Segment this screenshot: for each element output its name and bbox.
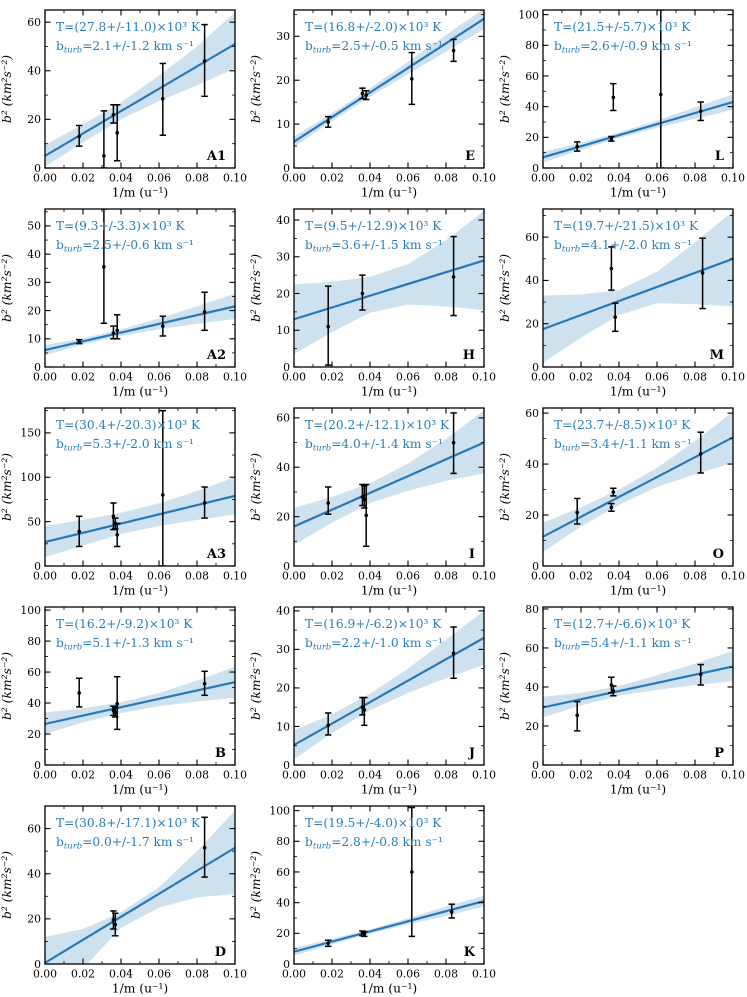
- x-axis-label: 1/m (u⁻¹): [360, 384, 418, 399]
- x-tick-label: 0.06: [146, 967, 172, 981]
- panel-K: [249, 798, 498, 997]
- x-tick-label: 0.02: [70, 569, 96, 583]
- y-tick-label: 20: [27, 113, 41, 127]
- panel-letter: I: [468, 547, 475, 562]
- x-tick-label: 0.02: [319, 171, 345, 185]
- y-tick-label: 0: [532, 161, 539, 175]
- y-tick-label: 60: [525, 641, 539, 655]
- y-tick-label: 40: [27, 64, 41, 78]
- x-tick-label: 0.06: [644, 171, 670, 185]
- x-tick-label: 0.06: [146, 768, 172, 782]
- confidence-band: [45, 667, 235, 734]
- y-tick-label: 40: [525, 680, 539, 694]
- temperature-annotation: T=(9.3+/-3.3)×10³ K: [56, 219, 185, 233]
- panel-letter: O: [712, 547, 724, 562]
- x-tick-label: 0.08: [682, 370, 708, 384]
- temperature-annotation: T=(16.9+/-6.2)×10³ K: [305, 617, 442, 631]
- temperature-annotation: T=(12.7+/-6.6)×10³ K: [554, 617, 691, 631]
- fit-line: [45, 682, 235, 724]
- fit-line: [294, 901, 484, 952]
- x-tick-label: 0.04: [357, 569, 383, 583]
- y-tick-label: 30: [276, 30, 290, 44]
- x-tick-label: 0.02: [70, 370, 96, 384]
- x-tick-label: 0.10: [471, 967, 497, 981]
- x-tick-label: 0.04: [357, 967, 383, 981]
- x-tick-label: 0.10: [720, 171, 746, 185]
- x-tick-label: 0.00: [32, 569, 58, 583]
- x-tick-label: 0.02: [319, 967, 345, 981]
- y-tick-label: 0: [283, 360, 290, 374]
- x-tick-label: 0.08: [184, 967, 210, 981]
- y-tick-label: 60: [525, 230, 539, 244]
- temperature-annotation: T=(27.8+/-11.0)×10³ K: [56, 20, 201, 34]
- y-tick-label: 10: [276, 324, 290, 338]
- y-tick-label: 40: [27, 247, 41, 261]
- x-tick-label: 0.02: [70, 171, 96, 185]
- temperature-annotation: T=(19.5+/-4.0)×10³ K: [305, 816, 442, 830]
- confidence-band: [294, 611, 484, 759]
- x-tick-label: 0.02: [70, 967, 96, 981]
- y-tick-label: 80: [27, 634, 41, 648]
- x-tick-label: 0.04: [357, 768, 383, 782]
- x-tick-label: 0.04: [606, 569, 632, 583]
- x-tick-label: 0.06: [395, 768, 421, 782]
- bturb-annotation: $b_{turb}=5.4+/-1.1$ km s⁻¹: [554, 636, 692, 653]
- x-tick-label: 0.10: [471, 370, 497, 384]
- y-tick-label: 40: [276, 461, 290, 475]
- x-tick-label: 0.10: [222, 370, 248, 384]
- bturb-annotation: $b_{turb}=3.4+/-1.1$ km s⁻¹: [554, 437, 692, 454]
- x-axis-label: 1/m (u⁻¹): [360, 782, 418, 797]
- x-axis-label: 1/m (u⁻¹): [111, 384, 169, 399]
- temperature-annotation: T=(16.2+/-9.2)×10³ K: [56, 617, 193, 631]
- y-tick-label: 20: [525, 131, 539, 145]
- y-tick-label: 40: [525, 457, 539, 471]
- panel-M: [498, 201, 747, 400]
- bturb-annotation: $b_{turb}=5.3+/-2.0$ km s⁻¹: [56, 437, 194, 454]
- y-tick-label: 0: [34, 559, 41, 573]
- temperature-annotation: T=(21.5+/-5.7)×10³ K: [554, 20, 691, 34]
- bturb-annotation: $b_{turb}=2.5+/-0.6$ km s⁻¹: [56, 238, 194, 255]
- panel-D: [0, 798, 249, 997]
- x-tick-label: 0.04: [108, 967, 134, 981]
- x-tick-label: 0.08: [184, 569, 210, 583]
- x-axis-label: 1/m (u⁻¹): [609, 384, 667, 399]
- fit-line: [543, 666, 733, 707]
- x-tick-label: 0.08: [184, 370, 210, 384]
- y-tick-label: 60: [525, 406, 539, 420]
- panel-P: [498, 599, 747, 798]
- x-tick-label: 0.10: [222, 171, 248, 185]
- y-tick-label: 30: [276, 643, 290, 657]
- y-tick-label: 40: [27, 696, 41, 710]
- x-tick-label: 0.00: [530, 171, 556, 185]
- y-tick-label: 0: [532, 360, 539, 374]
- bturb-annotation: $b_{turb}=2.2+/-1.0$ km s⁻¹: [305, 636, 443, 653]
- panel-E: [249, 2, 498, 201]
- x-tick-label: 0.00: [281, 171, 307, 185]
- x-tick-label: 0.00: [281, 967, 307, 981]
- bturb-annotation: $b_{turb}=4.1+/-2.0$ km s⁻¹: [554, 238, 692, 255]
- x-axis-label: 1/m (u⁻¹): [360, 981, 418, 996]
- temperature-annotation: T=(30.8+/-17.1)×10³ K: [56, 816, 201, 830]
- x-tick-label: 0.02: [568, 370, 594, 384]
- x-axis-label: 1/m (u⁻¹): [609, 185, 667, 200]
- x-tick-label: 0.08: [433, 768, 459, 782]
- y-tick-label: 20: [276, 510, 290, 524]
- y-tick-label: 40: [525, 274, 539, 288]
- x-tick-label: 0.02: [568, 171, 594, 185]
- data-point: [608, 247, 614, 290]
- bturb-annotation: $b_{turb}=2.5+/-0.5$ km s⁻¹: [305, 39, 443, 56]
- panel-letter: A1: [206, 149, 226, 164]
- x-tick-label: 0.10: [222, 768, 248, 782]
- y-tick-label: 80: [525, 39, 539, 53]
- x-tick-label: 0.08: [184, 171, 210, 185]
- y-axis-label: b² (km²s⁻²): [0, 452, 14, 522]
- panel-B: [0, 599, 249, 798]
- y-tick-label: 80: [276, 835, 290, 849]
- fit-line: [45, 496, 235, 542]
- y-tick-label: 0: [283, 161, 290, 175]
- x-tick-label: 0.04: [108, 171, 134, 185]
- y-tick-label: 0: [283, 957, 290, 971]
- y-tick-label: 20: [27, 304, 41, 318]
- fit-line: [294, 443, 484, 527]
- panel-letter: A2: [206, 348, 226, 363]
- x-tick-label: 0.08: [433, 370, 459, 384]
- x-axis-label: 1/m (u⁻¹): [360, 583, 418, 598]
- y-tick-label: 0: [283, 559, 290, 573]
- bturb-annotation: $b_{turb}=3.6+/-1.5$ km s⁻¹: [305, 238, 443, 255]
- panel-letter: D: [214, 945, 226, 960]
- x-tick-label: 0.06: [644, 768, 670, 782]
- x-tick-label: 0.04: [357, 370, 383, 384]
- x-tick-label: 0.02: [568, 768, 594, 782]
- y-tick-label: 50: [27, 515, 41, 529]
- y-axis-label: b² (km²s⁻²): [498, 452, 512, 522]
- x-tick-label: 0.00: [530, 370, 556, 384]
- data-point: [76, 678, 82, 707]
- x-tick-label: 0.00: [32, 967, 58, 981]
- y-tick-label: 40: [276, 213, 290, 227]
- x-axis-label: 1/m (u⁻¹): [360, 185, 418, 200]
- data-point: [610, 84, 616, 111]
- fit-line: [45, 44, 235, 156]
- x-tick-label: 0.02: [70, 768, 96, 782]
- y-axis-label: b² (km²s⁻²): [249, 253, 263, 323]
- panel-letter: B: [215, 746, 226, 761]
- panel-letter: E: [465, 149, 475, 164]
- x-tick-label: 0.02: [568, 569, 594, 583]
- y-tick-label: 20: [525, 317, 539, 331]
- x-tick-label: 0.08: [433, 569, 459, 583]
- y-axis-label: b² (km²s⁻²): [0, 253, 14, 323]
- panel-A3: [0, 400, 249, 599]
- x-tick-label: 0.04: [606, 768, 632, 782]
- panel-letter: L: [714, 149, 724, 164]
- confidence-band: [45, 477, 235, 557]
- y-axis-label: b² (km²s⁻²): [249, 651, 263, 721]
- x-tick-label: 0.04: [357, 171, 383, 185]
- y-tick-label: 20: [27, 727, 41, 741]
- y-tick-label: 60: [276, 411, 290, 425]
- bturb-annotation: $b_{turb}=5.1+/-1.3$ km s⁻¹: [56, 636, 194, 653]
- y-tick-label: 20: [525, 508, 539, 522]
- y-tick-label: 100: [20, 603, 41, 617]
- x-tick-label: 0.00: [32, 768, 58, 782]
- panel-letter: H: [462, 348, 475, 363]
- y-tick-label: 10: [27, 332, 41, 346]
- x-tick-label: 0.04: [108, 370, 134, 384]
- x-tick-label: 0.06: [395, 171, 421, 185]
- y-axis-label: b² (km²s⁻²): [249, 54, 263, 124]
- x-tick-label: 0.04: [108, 569, 134, 583]
- x-tick-label: 0.06: [395, 967, 421, 981]
- y-tick-label: 100: [20, 471, 41, 485]
- confidence-band: [543, 412, 733, 552]
- fit-line: [543, 102, 733, 157]
- x-tick-label: 0.06: [395, 569, 421, 583]
- panel-letter: J: [468, 746, 475, 761]
- temperature-annotation: T=(30.4+/-20.3)×10³ K: [56, 418, 201, 432]
- panel-O: [498, 400, 747, 599]
- x-tick-label: 0.10: [222, 569, 248, 583]
- confidence-band: [543, 94, 733, 162]
- x-axis-label: 1/m (u⁻¹): [609, 782, 667, 797]
- x-tick-label: 0.02: [319, 569, 345, 583]
- x-tick-label: 0.04: [108, 768, 134, 782]
- panel-letter: K: [463, 945, 475, 960]
- temperature-annotation: T=(23.7+/-8.5)×10³ K: [554, 418, 691, 432]
- x-tick-label: 0.00: [530, 768, 556, 782]
- x-tick-label: 0.06: [395, 370, 421, 384]
- panel-H: [249, 201, 498, 400]
- x-tick-label: 0.06: [644, 370, 670, 384]
- temperature-annotation: T=(9.5+/-12.9)×10³ K: [305, 219, 442, 233]
- x-tick-label: 0.08: [682, 768, 708, 782]
- y-axis-label: b² (km²s⁻²): [0, 850, 14, 920]
- x-tick-label: 0.10: [720, 370, 746, 384]
- y-tick-label: 60: [27, 665, 41, 679]
- y-tick-label: 0: [532, 559, 539, 573]
- fit-line: [294, 19, 484, 142]
- y-axis-label: b² (km²s⁻²): [0, 651, 14, 721]
- y-tick-label: 40: [27, 867, 41, 881]
- x-tick-label: 0.08: [682, 171, 708, 185]
- panel-L: [498, 2, 747, 201]
- panel-letter: P: [714, 746, 724, 761]
- y-tick-label: 40: [276, 896, 290, 910]
- y-tick-label: 100: [269, 804, 290, 818]
- x-tick-label: 0.02: [319, 768, 345, 782]
- y-tick-label: 20: [276, 287, 290, 301]
- bturb-annotation: $b_{turb}=0.0+/-1.7$ km s⁻¹: [56, 835, 194, 852]
- bturb-annotation: $b_{turb}=2.1+/-1.2$ km s⁻¹: [56, 39, 194, 56]
- x-tick-label: 0.08: [433, 171, 459, 185]
- bturb-annotation: $b_{turb}=4.0+/-1.4$ km s⁻¹: [305, 437, 443, 454]
- x-tick-label: 0.10: [471, 171, 497, 185]
- x-tick-label: 0.06: [644, 569, 670, 583]
- x-axis-label: 1/m (u⁻¹): [609, 583, 667, 598]
- confidence-band: [543, 211, 733, 363]
- y-tick-label: 50: [27, 219, 41, 233]
- confidence-band: [45, 294, 235, 356]
- panel-letter: M: [709, 348, 724, 363]
- y-tick-label: 20: [276, 927, 290, 941]
- y-axis-label: b² (km²s⁻²): [498, 651, 512, 721]
- x-tick-label: 0.10: [471, 768, 497, 782]
- y-tick-label: 60: [276, 865, 290, 879]
- y-tick-label: 10: [276, 720, 290, 734]
- y-tick-label: 0: [34, 957, 41, 971]
- x-tick-label: 0.10: [471, 569, 497, 583]
- x-tick-label: 0.10: [720, 768, 746, 782]
- x-tick-label: 0.06: [146, 171, 172, 185]
- y-tick-label: 30: [27, 276, 41, 290]
- x-tick-label: 0.04: [606, 370, 632, 384]
- y-tick-label: 60: [27, 15, 41, 29]
- y-tick-label: 0: [34, 161, 41, 175]
- y-tick-label: 0: [283, 758, 290, 772]
- x-tick-label: 0.08: [433, 967, 459, 981]
- x-tick-label: 0.00: [281, 370, 307, 384]
- y-tick-label: 0: [532, 758, 539, 772]
- x-tick-label: 0.06: [146, 370, 172, 384]
- temperature-annotation: T=(20.2+/-12.1)×10³ K: [305, 418, 450, 432]
- x-tick-label: 0.00: [281, 768, 307, 782]
- y-axis-label: b² (km²s⁻²): [249, 452, 263, 522]
- x-tick-label: 0.10: [222, 967, 248, 981]
- panel-J: [249, 599, 498, 798]
- confidence-band: [45, 12, 235, 166]
- y-axis-label: b² (km²s⁻²): [498, 54, 512, 124]
- x-tick-label: 0.02: [319, 370, 345, 384]
- bturb-annotation: $b_{turb}=2.6+/-0.9$ km s⁻¹: [554, 39, 692, 56]
- y-tick-label: 60: [525, 69, 539, 83]
- x-tick-label: 0.00: [32, 370, 58, 384]
- y-axis-label: b² (km²s⁻²): [498, 253, 512, 323]
- x-axis-label: 1/m (u⁻¹): [111, 185, 169, 200]
- y-tick-label: 40: [276, 604, 290, 618]
- x-axis-label: 1/m (u⁻¹): [111, 782, 169, 797]
- y-tick-label: 20: [276, 681, 290, 695]
- bturb-annotation: $b_{turb}=2.8+/-0.8$ km s⁻¹: [305, 835, 443, 852]
- data-point: [160, 411, 166, 566]
- temperature-annotation: T=(19.7+/-21.5)×10³ K: [554, 219, 699, 233]
- y-axis-label: b² (km²s⁻²): [249, 850, 263, 920]
- y-tick-label: 20: [276, 74, 290, 88]
- x-tick-label: 0.06: [146, 569, 172, 583]
- x-axis-label: 1/m (u⁻¹): [111, 583, 169, 598]
- y-tick-label: 100: [518, 8, 539, 22]
- x-tick-label: 0.10: [720, 569, 746, 583]
- y-axis-label: b² (km²s⁻²): [0, 54, 14, 124]
- temperature-annotation: T=(16.8+/-2.0)×10³ K: [305, 20, 442, 34]
- x-tick-label: 0.04: [606, 171, 632, 185]
- x-tick-label: 0.00: [530, 569, 556, 583]
- x-axis-label: 1/m (u⁻¹): [111, 981, 169, 996]
- fit-line: [45, 848, 235, 963]
- confidence-band: [543, 651, 733, 717]
- x-tick-label: 0.08: [682, 569, 708, 583]
- y-tick-label: 150: [20, 426, 41, 440]
- panel-A2: [0, 201, 249, 400]
- fit-line: [45, 306, 235, 350]
- y-tick-label: 60: [27, 822, 41, 836]
- panel-I: [249, 400, 498, 599]
- y-tick-label: 0: [34, 360, 41, 374]
- y-tick-label: 20: [27, 912, 41, 926]
- y-tick-label: 0: [34, 758, 41, 772]
- fit-line: [294, 638, 484, 745]
- x-tick-label: 0.00: [281, 569, 307, 583]
- y-tick-label: 30: [276, 250, 290, 264]
- y-tick-label: 80: [525, 602, 539, 616]
- x-tick-label: 0.08: [184, 768, 210, 782]
- panel-A1: [0, 2, 249, 201]
- x-tick-label: 0.00: [32, 171, 58, 185]
- panel-letter: A3: [206, 547, 226, 562]
- y-tick-label: 10: [276, 117, 290, 131]
- y-tick-label: 20: [525, 719, 539, 733]
- y-tick-label: 40: [525, 100, 539, 114]
